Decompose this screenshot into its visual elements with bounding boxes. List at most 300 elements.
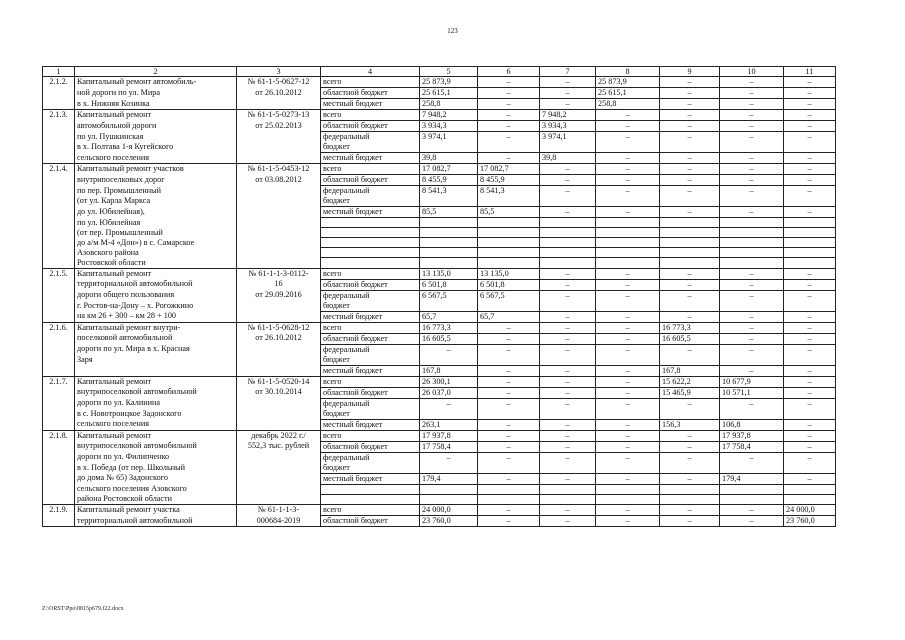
column-header: 3	[237, 67, 321, 77]
amount-cell	[596, 409, 660, 420]
amount-cell: –	[784, 207, 836, 218]
work-description: района Ростовской области	[75, 494, 237, 505]
document-reference: декабрь 2022 г./	[237, 430, 321, 441]
amount-cell: –	[478, 77, 540, 88]
document-reference: № 61-1-5-0273-13	[237, 110, 321, 121]
amount-cell: –	[478, 153, 540, 164]
funding-source: местный бюджет	[321, 365, 420, 376]
funding-source: всего	[321, 164, 420, 175]
amount-cell	[596, 228, 660, 238]
amount-cell: 23 760,0	[784, 516, 836, 527]
amount-cell: –	[784, 473, 836, 484]
amount-cell: –	[596, 387, 660, 398]
amount-cell	[784, 484, 836, 494]
work-description: до дома № 65) Задонского	[75, 473, 237, 484]
amount-cell: 167,8	[660, 365, 720, 376]
amount-cell: –	[660, 110, 720, 121]
work-description: в х. Полтава 1-я Кугейского	[75, 142, 237, 153]
funding-source: бюджет	[321, 463, 420, 474]
amount-cell: –	[784, 121, 836, 132]
document-reference	[237, 365, 321, 376]
amount-cell: –	[540, 430, 596, 441]
amount-cell: –	[720, 333, 784, 344]
amount-cell	[720, 409, 784, 420]
amount-cell	[660, 463, 720, 474]
amount-cell	[596, 463, 660, 474]
amount-cell: –	[784, 333, 836, 344]
funding-source: областной бюджет	[321, 121, 420, 132]
table-row	[43, 196, 836, 207]
amount-cell	[540, 355, 596, 366]
document-reference	[237, 228, 321, 238]
amount-cell: 3 974,1	[540, 132, 596, 143]
amount-cell: –	[540, 516, 596, 527]
work-description: внутрипоселковой автомобильной	[75, 441, 237, 452]
amount-cell: –	[596, 430, 660, 441]
amount-cell: –	[784, 322, 836, 333]
item-number	[43, 311, 75, 322]
amount-cell: –	[478, 387, 540, 398]
funding-source: всего	[321, 322, 420, 333]
amount-cell: 156,3	[660, 419, 720, 430]
amount-cell	[540, 248, 596, 258]
amount-cell: 16 773,3	[660, 322, 720, 333]
amount-cell: –	[596, 207, 660, 218]
amount-cell	[720, 228, 784, 238]
item-number	[43, 484, 75, 494]
work-description: территориальной автомобильной	[75, 279, 237, 290]
column-header: 7	[540, 67, 596, 77]
amount-cell: –	[596, 376, 660, 387]
document-reference	[237, 238, 321, 248]
amount-cell: 167,8	[420, 365, 478, 376]
document-reference	[237, 153, 321, 164]
amount-cell: –	[540, 290, 596, 301]
amount-cell: –	[478, 376, 540, 387]
amount-cell: 24 000,0	[420, 505, 478, 516]
amount-cell: 65,7	[420, 311, 478, 322]
amount-cell: –	[420, 344, 478, 355]
item-number	[43, 419, 75, 430]
amount-cell: –	[784, 175, 836, 186]
item-number	[43, 248, 75, 258]
amount-cell	[596, 301, 660, 312]
amount-cell	[784, 218, 836, 228]
amount-cell: –	[784, 441, 836, 452]
document-reference	[237, 186, 321, 197]
amount-cell	[660, 355, 720, 366]
work-description: сельского поселения Азовского	[75, 484, 237, 494]
table-row	[43, 175, 836, 186]
amount-cell: –	[478, 430, 540, 441]
item-number: 2.1.7.	[43, 376, 75, 387]
amount-cell: –	[596, 110, 660, 121]
amount-cell: 258,8	[420, 99, 478, 110]
document-reference	[237, 344, 321, 355]
item-number	[43, 142, 75, 153]
work-description: в с. Новотроицкое Задонского	[75, 409, 237, 420]
table-row	[43, 441, 836, 452]
table-row	[43, 153, 836, 164]
amount-cell: –	[540, 419, 596, 430]
document-reference	[237, 494, 321, 505]
item-number	[43, 228, 75, 238]
amount-cell	[784, 409, 836, 420]
amount-cell	[660, 301, 720, 312]
amount-cell: –	[784, 132, 836, 143]
amount-cell: 23 760,0	[420, 516, 478, 527]
amount-cell: –	[660, 268, 720, 279]
amount-cell	[540, 258, 596, 269]
funding-source: местный бюджет	[321, 99, 420, 110]
amount-cell	[478, 238, 540, 248]
item-number	[43, 333, 75, 344]
amount-cell: –	[784, 344, 836, 355]
amount-cell: –	[420, 452, 478, 463]
item-number: 2.1.2.	[43, 77, 75, 88]
table-row	[43, 279, 836, 290]
amount-cell: –	[596, 441, 660, 452]
amount-cell: 3 974,1	[420, 132, 478, 143]
amount-cell: 39,8	[420, 153, 478, 164]
amount-cell: 7 948,2	[540, 110, 596, 121]
amount-cell: –	[784, 430, 836, 441]
work-description: поселковой автомобильной	[75, 333, 237, 344]
amount-cell: –	[596, 516, 660, 527]
document-reference	[237, 132, 321, 143]
table-row	[43, 419, 836, 430]
amount-cell: 25 615,1	[596, 88, 660, 99]
document-reference	[237, 218, 321, 228]
amount-cell: –	[660, 99, 720, 110]
item-number: 2.1.5.	[43, 268, 75, 279]
amount-cell: 26 300,1	[420, 376, 478, 387]
table-row	[43, 186, 836, 197]
work-description: Капитальный ремонт автомобиль-	[75, 77, 237, 88]
item-number	[43, 516, 75, 527]
amount-cell: –	[660, 186, 720, 197]
amount-cell: –	[784, 279, 836, 290]
amount-cell	[478, 248, 540, 258]
column-header: 9	[660, 67, 720, 77]
amount-cell	[784, 238, 836, 248]
amount-cell: –	[720, 175, 784, 186]
amount-cell	[540, 484, 596, 494]
document-reference: от 25.02.2013	[237, 121, 321, 132]
amount-cell: 24 000,0	[784, 505, 836, 516]
amount-cell: –	[478, 398, 540, 409]
amount-cell: –	[660, 279, 720, 290]
work-description: Капитальный ремонт	[75, 376, 237, 387]
funding-source: областной бюджет	[321, 88, 420, 99]
amount-cell: –	[540, 452, 596, 463]
amount-cell	[420, 142, 478, 153]
work-description	[75, 365, 237, 376]
funding-source: всего	[321, 110, 420, 121]
amount-cell: 15 622,2	[660, 376, 720, 387]
column-header: 8	[596, 67, 660, 77]
amount-cell: 8 541,3	[478, 186, 540, 197]
item-number	[43, 196, 75, 207]
amount-cell: –	[596, 344, 660, 355]
document-reference: 552,3 тыс. рублей	[237, 441, 321, 452]
budget-table	[42, 66, 836, 527]
amount-cell	[660, 196, 720, 207]
amount-cell: 7 948,2	[420, 110, 478, 121]
amount-cell	[660, 494, 720, 505]
table-row	[43, 142, 836, 153]
item-number	[43, 409, 75, 420]
item-number	[43, 344, 75, 355]
table-row	[43, 473, 836, 484]
amount-cell: –	[720, 398, 784, 409]
amount-cell	[540, 218, 596, 228]
amount-cell: 179,4	[720, 473, 784, 484]
amount-cell: –	[478, 333, 540, 344]
amount-cell: –	[478, 344, 540, 355]
item-number	[43, 258, 75, 269]
amount-cell: 17 937,8	[420, 430, 478, 441]
item-number	[43, 398, 75, 409]
document-reference: 16	[237, 279, 321, 290]
amount-cell	[478, 301, 540, 312]
amount-cell	[420, 301, 478, 312]
amount-cell	[478, 228, 540, 238]
amount-cell: 8 455,9	[420, 175, 478, 186]
funding-source: всего	[321, 268, 420, 279]
amount-cell: –	[478, 121, 540, 132]
item-number	[43, 387, 75, 398]
document-reference: от 30.10.2014	[237, 387, 321, 398]
amount-cell	[420, 258, 478, 269]
amount-cell	[420, 196, 478, 207]
amount-cell: 8 455,9	[478, 175, 540, 186]
amount-cell: 16 605,5	[420, 333, 478, 344]
amount-cell	[784, 258, 836, 269]
funding-source: областной бюджет	[321, 441, 420, 452]
work-description: Капитальный ремонт участков	[75, 164, 237, 175]
amount-cell	[478, 463, 540, 474]
work-description: Ростовской области	[75, 258, 237, 269]
document-reference: от 29.09.2016	[237, 290, 321, 301]
work-description: сельского поселения	[75, 153, 237, 164]
funding-source: областной бюджет	[321, 387, 420, 398]
table-row	[43, 290, 836, 301]
amount-cell	[720, 142, 784, 153]
document-reference	[237, 463, 321, 474]
amount-cell: 263,1	[420, 419, 478, 430]
funding-source: федеральный	[321, 290, 420, 301]
funding-source: областной бюджет	[321, 279, 420, 290]
amount-cell	[420, 409, 478, 420]
item-number	[43, 494, 75, 505]
amount-cell	[660, 238, 720, 248]
amount-cell: –	[660, 88, 720, 99]
amount-cell: 85,5	[478, 207, 540, 218]
amount-cell: –	[660, 452, 720, 463]
amount-cell: 25 873,9	[596, 77, 660, 88]
funding-source: бюджет	[321, 196, 420, 207]
amount-cell: –	[660, 77, 720, 88]
work-description: территориальной автомобильной	[75, 516, 237, 527]
document-reference: 000684-2019	[237, 516, 321, 527]
amount-cell: –	[540, 505, 596, 516]
amount-cell: –	[784, 376, 836, 387]
table-row	[43, 452, 836, 463]
amount-cell: 6 501,8	[420, 279, 478, 290]
amount-cell: –	[478, 452, 540, 463]
table-row	[43, 333, 836, 344]
amount-cell: 13 135,0	[478, 268, 540, 279]
amount-cell	[420, 494, 478, 505]
document-reference	[237, 301, 321, 312]
amount-cell: –	[540, 398, 596, 409]
amount-cell	[720, 355, 784, 366]
amount-cell: –	[540, 387, 596, 398]
amount-cell: 6 567,5	[420, 290, 478, 301]
document-reference	[237, 258, 321, 269]
amount-cell	[784, 301, 836, 312]
amount-cell: –	[660, 344, 720, 355]
amount-cell	[540, 196, 596, 207]
funding-source: всего	[321, 77, 420, 88]
item-number	[43, 207, 75, 218]
amount-cell	[540, 142, 596, 153]
amount-cell: –	[596, 398, 660, 409]
amount-cell: –	[720, 99, 784, 110]
amount-cell: 16 605,5	[660, 333, 720, 344]
item-number	[43, 175, 75, 186]
item-number	[43, 301, 75, 312]
amount-cell	[596, 218, 660, 228]
amount-cell: –	[720, 153, 784, 164]
amount-cell: 26 037,0	[420, 387, 478, 398]
work-description: по ул. Пушкинская	[75, 132, 237, 143]
work-description: внутрипоселковых дорог	[75, 175, 237, 186]
funding-source	[321, 228, 420, 238]
work-description: Капитальный ремонт	[75, 110, 237, 121]
document-reference	[237, 484, 321, 494]
table-row	[43, 207, 836, 218]
amount-cell: –	[784, 88, 836, 99]
amount-cell	[596, 355, 660, 366]
amount-cell: –	[784, 268, 836, 279]
amount-cell: –	[596, 333, 660, 344]
column-header: 11	[784, 67, 836, 77]
amount-cell: –	[596, 452, 660, 463]
amount-cell	[478, 142, 540, 153]
amount-cell: –	[478, 132, 540, 143]
item-number	[43, 88, 75, 99]
column-header: 10	[720, 67, 784, 77]
funding-source: федеральный	[321, 452, 420, 463]
amount-cell: 15 465,9	[660, 387, 720, 398]
amount-cell: 179,4	[420, 473, 478, 484]
document-reference	[237, 248, 321, 258]
amount-cell: –	[720, 88, 784, 99]
amount-cell: –	[720, 516, 784, 527]
document-reference: № 61-1-1-3-	[237, 505, 321, 516]
table-row	[43, 238, 836, 248]
table-row	[43, 387, 836, 398]
work-description: дороги по ул. Калинина	[75, 398, 237, 409]
funding-source: бюджет	[321, 355, 420, 366]
funding-source: областной бюджет	[321, 175, 420, 186]
amount-cell	[540, 228, 596, 238]
amount-cell: –	[478, 99, 540, 110]
amount-cell: –	[784, 452, 836, 463]
amount-cell: –	[784, 398, 836, 409]
amount-cell: 6 567,5	[478, 290, 540, 301]
amount-cell	[720, 196, 784, 207]
document-reference	[237, 452, 321, 463]
amount-cell	[784, 196, 836, 207]
work-description: на км 26 + 300 – км 28 + 100	[75, 311, 237, 322]
table-row	[43, 344, 836, 355]
table-row	[43, 268, 836, 279]
amount-cell: –	[540, 279, 596, 290]
amount-cell	[720, 218, 784, 228]
amount-cell	[660, 484, 720, 494]
item-number	[43, 441, 75, 452]
amount-cell: –	[596, 153, 660, 164]
amount-cell	[784, 248, 836, 258]
amount-cell	[540, 301, 596, 312]
amount-cell: –	[720, 344, 784, 355]
amount-cell	[720, 494, 784, 505]
document-reference	[237, 207, 321, 218]
amount-cell: –	[478, 322, 540, 333]
amount-cell: –	[784, 153, 836, 164]
amount-cell	[596, 142, 660, 153]
work-description: автомобильной дороги	[75, 121, 237, 132]
funding-source: всего	[321, 430, 420, 441]
amount-cell: –	[720, 207, 784, 218]
amount-cell: –	[660, 153, 720, 164]
work-description: дороги общего пользования	[75, 290, 237, 301]
amount-cell: –	[720, 311, 784, 322]
document-reference	[237, 196, 321, 207]
amount-cell: –	[784, 77, 836, 88]
column-header: 6	[478, 67, 540, 77]
column-number-row	[43, 67, 836, 77]
document-reference: № 61-1-5-0628-12	[237, 322, 321, 333]
funding-source: бюджет	[321, 409, 420, 420]
item-number: 2.1.9.	[43, 505, 75, 516]
amount-cell	[478, 355, 540, 366]
amount-cell	[540, 238, 596, 248]
funding-source	[321, 494, 420, 505]
document-reference: от 26.10.2012	[237, 88, 321, 99]
amount-cell: –	[596, 186, 660, 197]
document-reference	[237, 398, 321, 409]
amount-cell: –	[596, 473, 660, 484]
amount-cell	[420, 218, 478, 228]
table-row	[43, 258, 836, 269]
work-description: в х. Нижняя Козинка	[75, 99, 237, 110]
amount-cell: –	[784, 99, 836, 110]
document-reference: № 61-1-1-3-0112-	[237, 268, 321, 279]
table-row	[43, 121, 836, 132]
table-row	[43, 110, 836, 121]
document-reference	[237, 142, 321, 153]
amount-cell: 17 937,8	[720, 430, 784, 441]
document-reference: от 03.08.2012	[237, 175, 321, 186]
amount-cell: –	[660, 311, 720, 322]
funding-source: местный бюджет	[321, 419, 420, 430]
amount-cell: –	[660, 398, 720, 409]
amount-cell: –	[540, 175, 596, 186]
